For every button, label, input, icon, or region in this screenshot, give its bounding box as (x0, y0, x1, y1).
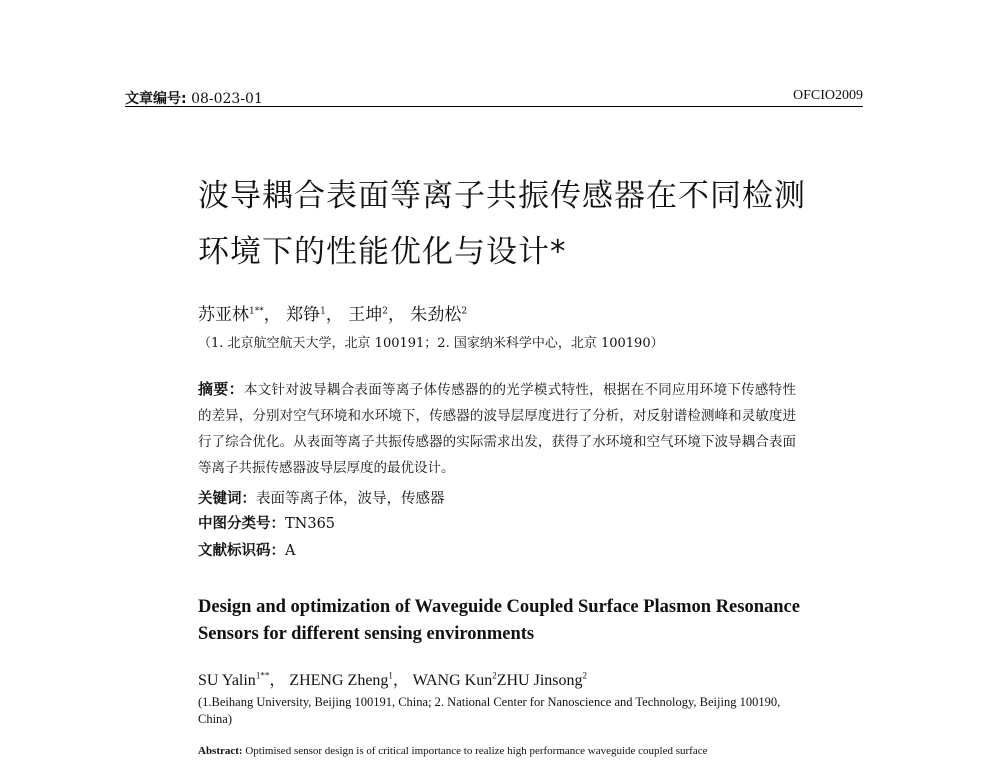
author-name: ZHU Jinsong (496, 672, 583, 689)
classification-number: 中图分类号：TN365 (198, 516, 336, 532)
author-name: 郑铮 (286, 305, 321, 325)
authors-en: SU Yalin$^{1**}$， ZHENG Zheng$^1$， WANG Kun$^2$ZHU Jinsong$^2$ (198, 670, 587, 689)
abstract-cn (198, 376, 796, 481)
author-name: 朱劲松 (410, 305, 462, 325)
article-number: 文章编号: 08-023-01 (125, 91, 263, 107)
author-name: WANG Kun (412, 672, 493, 689)
paper-title-cn (198, 168, 838, 280)
affiliation-cn: （1. 北京航空航天大学，北京 100191；2. 国家纳米科学中心，北京 100190） (198, 336, 664, 351)
abstract-en-label: Abstract: (198, 745, 243, 757)
author-name: ZHENG Zheng (289, 672, 389, 689)
abstract-en-text: Optimised sensor design is of critical importance to realize high performance waveguide coupled surface (245, 745, 708, 757)
author-name: 王坤 (348, 305, 383, 325)
abstract-en (198, 745, 808, 757)
abstract-label: 摘要： (198, 380, 244, 398)
document-code: 文献标识码：A (198, 543, 296, 559)
author-name: 苏亚林 (198, 305, 249, 325)
authors-cn: 苏亚林$^{1**}$， 郑铮$^1$， 王坤$^2$， 朱劲松$^2$ (198, 305, 468, 325)
author-name: SU Yalin (198, 672, 256, 689)
title-line-1: 波导耦合表面等离子共振传感器在不同检测 (198, 178, 806, 214)
conference-label: OFCIO2009 (792, 88, 863, 103)
header-rule (125, 106, 863, 107)
paper-title-en: Design and optimization of Waveguide Coupled Surface Plasmon Resonance Sensors for different sensing environments (198, 597, 800, 644)
affiliation-en: (1.Beihang University, Beijing 100191, China; 2. National Center for Nanoscience and Technology, Beijing 100190, China) (198, 695, 781, 726)
keywords-cn: 关键词：表面等离子体，波导，传感器 (198, 491, 445, 507)
abstract-text: 本文针对波导耦合表面等离子体传感器的的光学模式特性，根据在不同应用环境下传感特性的差异，分别对空气环境和水环境下，传感器的波导层厚度进行了分析，对反射谱检测峰和灵敏度进行了综合优化。从表面等离子共振传感器的实际需求出发，获得了水环境和空气环境下波导耦合表面等离子共振传感器波导层厚度的最优设计。 (198, 382, 796, 476)
running-header (125, 88, 863, 108)
title-line-2: 环境下的性能优化与设计* (198, 234, 567, 270)
